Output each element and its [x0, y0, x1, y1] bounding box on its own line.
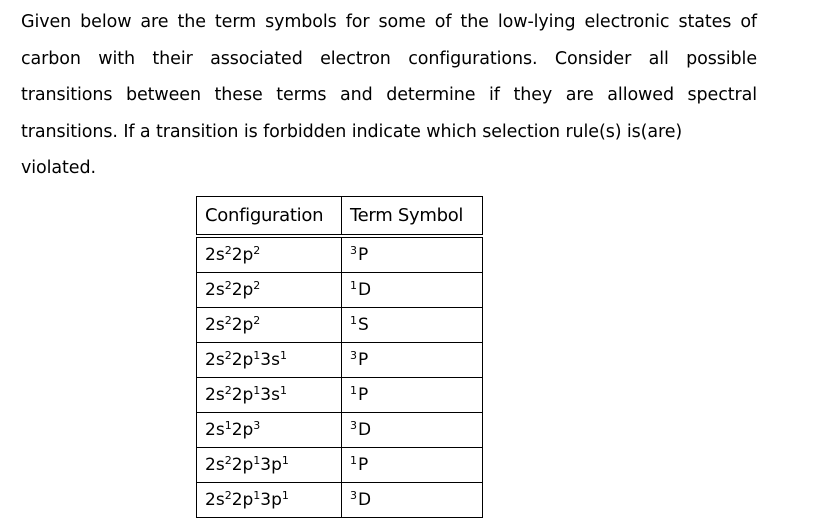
term-letter: P: [358, 385, 369, 405]
orbital-occupancy-superscript: 1: [224, 419, 232, 432]
orbital-occupancy-superscript: 2: [253, 244, 261, 257]
term-symbol-table: [196, 196, 483, 518]
question-line: Given below are the term symbols for some of the low-lying electronic states of: [21, 12, 757, 32]
spin-multiplicity-superscript: 1: [350, 279, 357, 292]
configuration-cell: [197, 273, 342, 308]
orbital-occupancy-superscript: 2: [224, 384, 232, 397]
table-body: [197, 236, 483, 518]
term-symbol-cell: [342, 483, 483, 518]
spin-multiplicity-superscript: 3: [350, 349, 357, 362]
spin-multiplicity-superscript: 1: [350, 384, 357, 397]
orbital-occupancy-superscript: 1: [253, 489, 261, 502]
header-term-symbol: Term Symbol: [342, 197, 483, 237]
orbital-occupancy-superscript: 3: [253, 419, 261, 432]
table-row: [197, 236, 483, 273]
orbital-label: 2s: [205, 490, 225, 510]
configuration-cell: [197, 308, 342, 343]
term-letter: P: [358, 455, 369, 475]
orbital-occupancy-superscript: 2: [224, 489, 232, 502]
question-line: transitions between these terms and determine if they are allowed spectral: [21, 85, 757, 105]
orbital-occupancy-superscript: 2: [224, 454, 232, 467]
orbital-label: 2s: [205, 315, 225, 335]
orbital-occupancy-superscript: 1: [253, 349, 261, 362]
orbital-label: 3p: [260, 455, 282, 475]
orbital-label: 2p: [231, 490, 254, 510]
orbital-label: 2p: [231, 350, 254, 370]
spin-multiplicity-superscript: 1: [350, 454, 357, 467]
orbital-occupancy-superscript: 2: [253, 314, 261, 327]
term-symbol-cell: [342, 273, 483, 308]
term-letter: D: [358, 420, 372, 440]
term-letter: D: [358, 280, 372, 300]
orbital-label: 3s: [260, 350, 280, 370]
orbital-label: 2s: [205, 245, 225, 265]
configuration-cell: [197, 378, 342, 413]
table-row: [197, 413, 483, 448]
term-symbol-cell: [342, 378, 483, 413]
orbital-label: 2p: [231, 245, 254, 265]
orbital-occupancy-superscript: 1: [281, 454, 289, 467]
orbital-label: 2p: [231, 315, 254, 335]
configuration-cell: [197, 483, 342, 518]
question-line: carbon with their associated electron configurations. Consider all possible: [21, 48, 757, 69]
orbital-label: 2p: [231, 385, 254, 405]
table-row: [197, 273, 483, 308]
orbital-occupancy-superscript: 1: [279, 384, 287, 397]
orbital-occupancy-superscript: 1: [279, 349, 287, 362]
spin-multiplicity-superscript: 3: [350, 489, 357, 502]
orbital-label: 2s: [205, 350, 225, 370]
table-row: [197, 343, 483, 378]
orbital-label: 2p: [231, 420, 254, 440]
term-symbol-cell: [342, 448, 483, 483]
table-row: [197, 448, 483, 483]
orbital-occupancy-superscript: 1: [281, 489, 289, 502]
term-letter: P: [358, 350, 369, 370]
orbital-occupancy-superscript: 1: [253, 384, 261, 397]
term-symbol-cell: [342, 308, 483, 343]
spin-multiplicity-superscript: 1: [350, 314, 357, 327]
orbital-label: 2s: [205, 385, 225, 405]
configuration-cell: [197, 236, 342, 273]
spin-multiplicity-superscript: 3: [350, 419, 357, 432]
orbital-occupancy-superscript: 2: [224, 244, 232, 257]
orbital-label: 3s: [260, 385, 280, 405]
orbital-occupancy-superscript: 2: [253, 279, 261, 292]
table-row: [197, 378, 483, 413]
term-letter: D: [358, 490, 372, 510]
term-symbol-cell: [342, 343, 483, 378]
table-row: [197, 483, 483, 518]
orbital-occupancy-superscript: 2: [224, 349, 232, 362]
configuration-cell: [197, 448, 342, 483]
orbital-occupancy-superscript: 1: [253, 454, 261, 467]
orbital-label: 2p: [231, 280, 254, 300]
header-configuration: Configuration: [197, 197, 342, 237]
orbital-occupancy-superscript: 2: [224, 279, 232, 292]
term-letter: P: [358, 245, 369, 265]
orbital-label: 3p: [260, 490, 282, 510]
question-line: violated.: [21, 158, 96, 178]
term-symbol-cell: [342, 413, 483, 448]
question-line: transitions. If a transition is forbidden indicate which selection rule(s) is(are): [21, 121, 683, 142]
orbital-label: 2s: [205, 455, 225, 475]
term-symbol-cell: [342, 236, 483, 273]
orbital-label: 2s: [205, 280, 225, 300]
spin-multiplicity-superscript: 3: [350, 244, 357, 257]
orbital-label: 2s: [205, 420, 225, 440]
term-letter: S: [358, 315, 369, 335]
question-text: [21, 4, 757, 187]
orbital-label: 2p: [231, 455, 254, 475]
orbital-occupancy-superscript: 2: [224, 314, 232, 327]
table-header-row: [197, 197, 483, 237]
table-row: [197, 308, 483, 343]
configuration-cell: [197, 343, 342, 378]
configuration-cell: [197, 413, 342, 448]
